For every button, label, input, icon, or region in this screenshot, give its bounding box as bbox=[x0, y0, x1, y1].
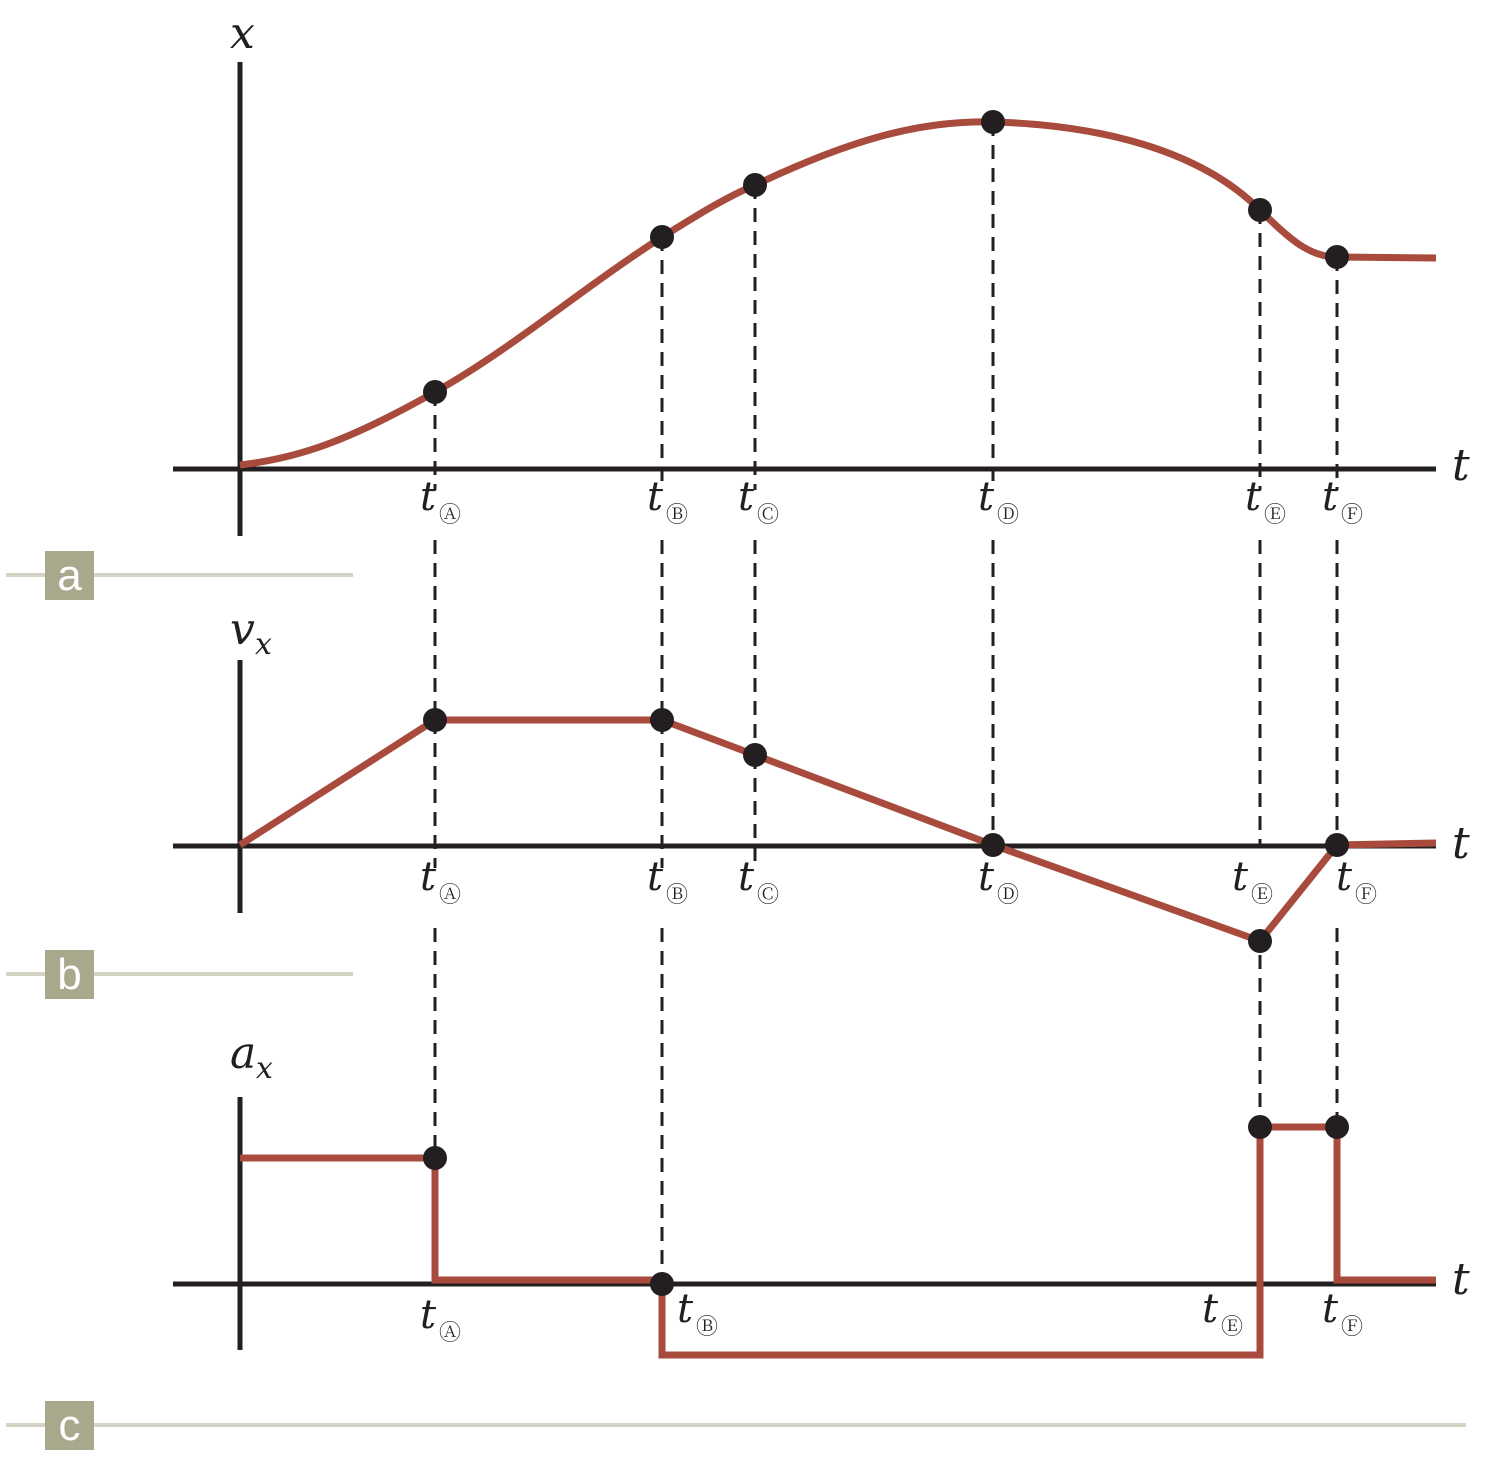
tick-b-D bbox=[978, 854, 1019, 908]
tick-a-A bbox=[420, 474, 461, 528]
svg-text:Ⓑ: Ⓑ bbox=[666, 883, 689, 908]
point-a-A bbox=[423, 380, 447, 404]
point-a-E bbox=[1248, 198, 1272, 222]
y-axis-label-c bbox=[230, 1028, 273, 1086]
panel-c bbox=[6, 1028, 1470, 1450]
point-c-F bbox=[1325, 1115, 1349, 1139]
guides-a-to-b bbox=[435, 540, 1337, 845]
svg-text:t: t bbox=[647, 474, 664, 520]
panel-b bbox=[6, 604, 1470, 999]
svg-text:Ⓕ: Ⓕ bbox=[1341, 1315, 1364, 1340]
badge-c-label: c bbox=[58, 1401, 81, 1450]
svg-text:t: t bbox=[1336, 854, 1353, 900]
svg-text:Ⓐ: Ⓐ bbox=[439, 883, 462, 908]
svg-text:t: t bbox=[1245, 474, 1262, 520]
svg-text:Ⓑ: Ⓑ bbox=[696, 1315, 719, 1340]
svg-text:t: t bbox=[978, 474, 995, 520]
badge-b-label: b bbox=[57, 950, 82, 999]
tick-b-F bbox=[1336, 854, 1377, 908]
tick-b-C bbox=[738, 854, 779, 908]
svg-text:Ⓔ: Ⓔ bbox=[1221, 1315, 1244, 1340]
tick-a-E bbox=[1245, 474, 1286, 528]
tick-a-D bbox=[978, 474, 1019, 528]
x-axis-label-a: t bbox=[1452, 440, 1470, 491]
svg-text:a: a bbox=[230, 1028, 257, 1079]
svg-text:Ⓐ: Ⓐ bbox=[439, 1321, 462, 1346]
svg-text:Ⓔ: Ⓔ bbox=[1264, 503, 1287, 528]
tick-c-E bbox=[1202, 1286, 1243, 1340]
panel-a bbox=[6, 8, 1470, 600]
svg-text:t: t bbox=[738, 474, 755, 520]
tick-a-F bbox=[1322, 474, 1363, 528]
point-a-C bbox=[743, 173, 767, 197]
svg-text:Ⓕ: Ⓕ bbox=[1341, 503, 1364, 528]
svg-text:t: t bbox=[1232, 854, 1249, 900]
point-c-E bbox=[1248, 1115, 1272, 1139]
svg-text:Ⓑ: Ⓑ bbox=[666, 503, 689, 528]
y-axis-label-b bbox=[230, 604, 272, 662]
tick-c-B bbox=[677, 1286, 718, 1340]
svg-text:x: x bbox=[256, 1051, 273, 1086]
svg-text:Ⓒ: Ⓒ bbox=[757, 883, 780, 908]
svg-text:Ⓓ: Ⓓ bbox=[997, 503, 1020, 528]
svg-text:t: t bbox=[647, 854, 664, 900]
x-axis-label-c: t bbox=[1452, 1254, 1470, 1305]
svg-text:t: t bbox=[978, 854, 995, 900]
tick-b-A bbox=[420, 854, 461, 908]
svg-text:t: t bbox=[677, 1286, 694, 1332]
svg-text:t: t bbox=[1202, 1286, 1219, 1332]
point-a-D bbox=[981, 110, 1005, 134]
guides-b-to-c bbox=[435, 928, 1337, 1284]
svg-text:t: t bbox=[738, 854, 755, 900]
badge-a-label: a bbox=[57, 551, 82, 600]
tick-c-F bbox=[1322, 1286, 1363, 1340]
point-c-A bbox=[423, 1146, 447, 1170]
svg-text:Ⓐ: Ⓐ bbox=[439, 503, 462, 528]
tick-b-E bbox=[1232, 854, 1273, 908]
x-axis-label-b: t bbox=[1452, 818, 1470, 869]
svg-text:Ⓕ: Ⓕ bbox=[1355, 883, 1378, 908]
point-a-B bbox=[650, 225, 674, 249]
svg-text:t: t bbox=[420, 474, 437, 520]
svg-text:Ⓓ: Ⓓ bbox=[997, 883, 1020, 908]
point-b-C bbox=[743, 743, 767, 767]
tick-c-A bbox=[420, 1292, 461, 1346]
svg-text:Ⓔ: Ⓔ bbox=[1251, 883, 1274, 908]
point-a-F bbox=[1325, 245, 1349, 269]
svg-text:t: t bbox=[420, 1292, 437, 1338]
svg-text:x: x bbox=[255, 627, 272, 662]
point-b-B bbox=[650, 708, 674, 732]
svg-text:t: t bbox=[420, 854, 437, 900]
svg-text:Ⓒ: Ⓒ bbox=[757, 503, 780, 528]
point-c-B bbox=[650, 1272, 674, 1296]
tick-a-B bbox=[647, 474, 688, 528]
svg-text:v: v bbox=[230, 604, 255, 655]
point-b-E bbox=[1248, 929, 1272, 953]
svg-text:t: t bbox=[1322, 1286, 1339, 1332]
tick-b-B bbox=[647, 854, 688, 908]
svg-text:t: t bbox=[1322, 474, 1339, 520]
tick-a-C bbox=[738, 474, 779, 528]
position-curve bbox=[240, 122, 1436, 465]
point-b-A bbox=[423, 708, 447, 732]
y-axis-label-a: x bbox=[230, 8, 255, 59]
